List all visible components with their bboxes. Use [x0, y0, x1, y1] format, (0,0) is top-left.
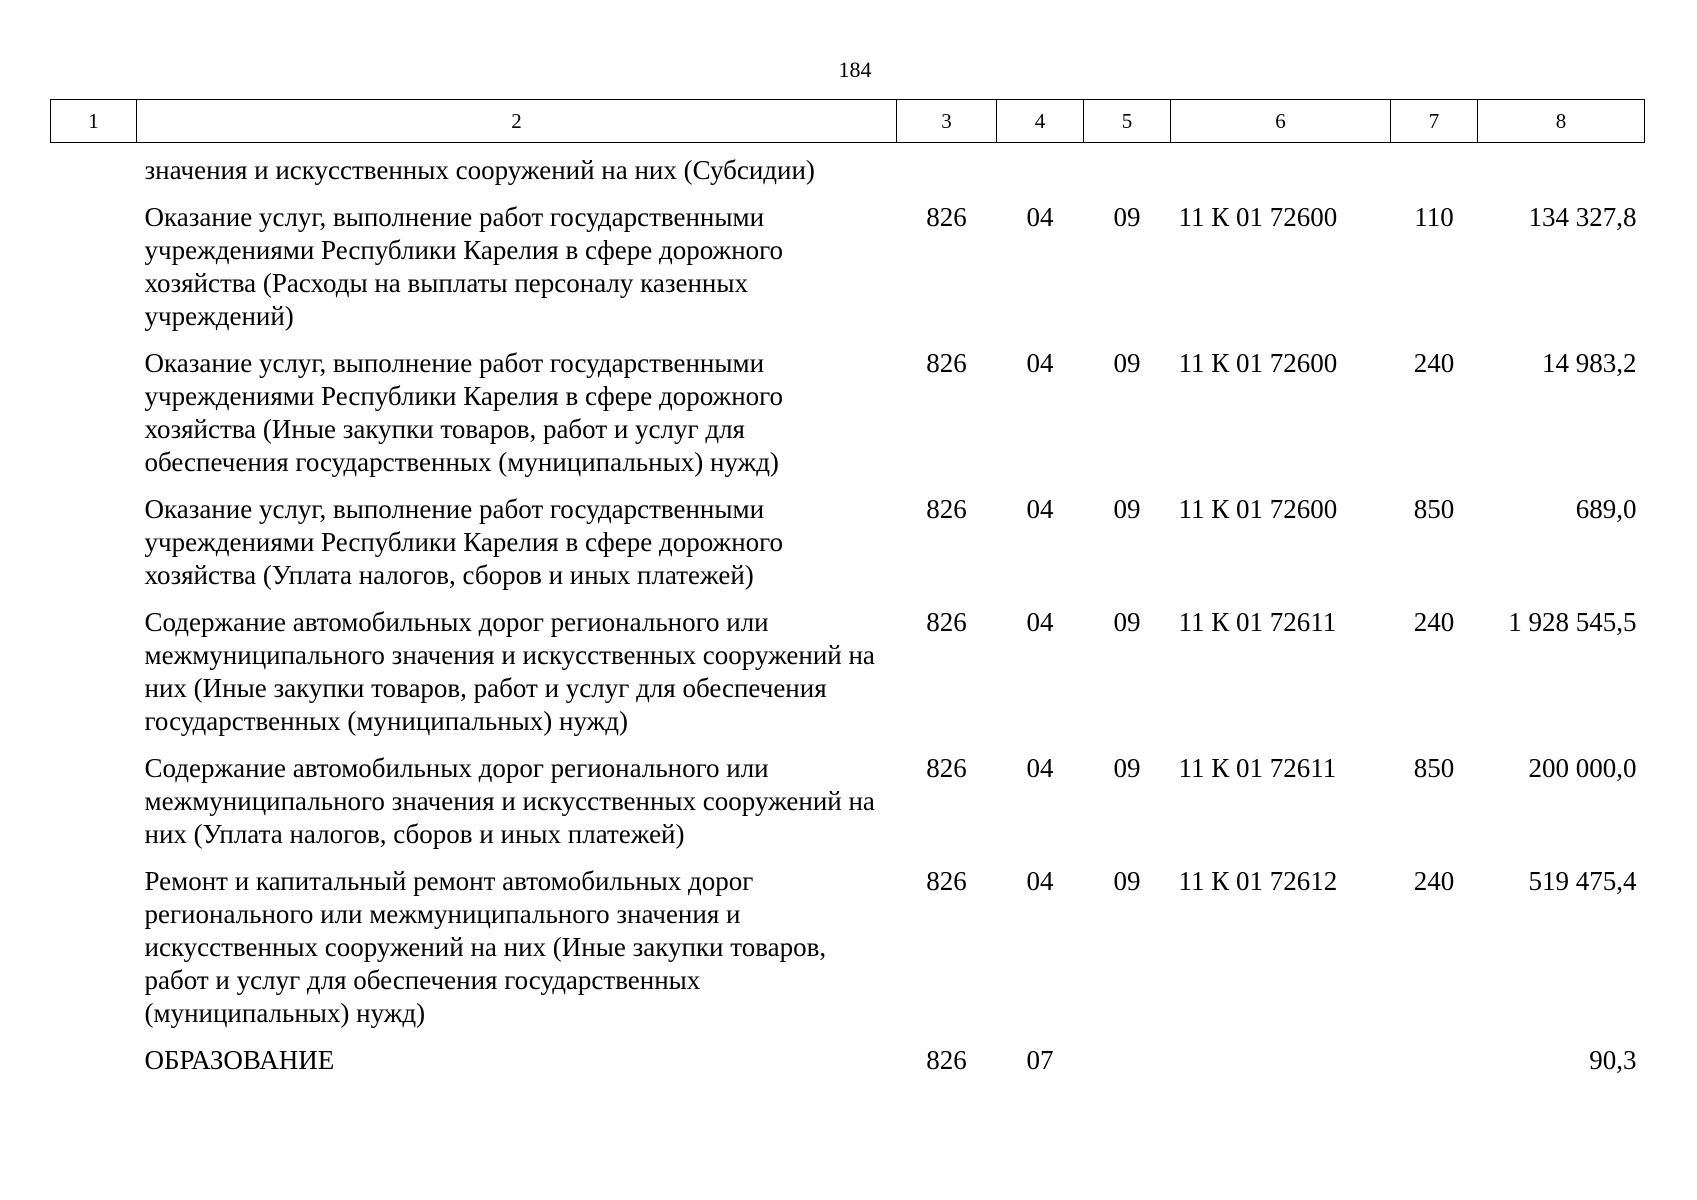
row-amount: 1 928 545,5: [1508, 607, 1637, 637]
row-name: ОБРАЗОВАНИЕ: [144, 1045, 335, 1075]
row-name: Оказание услуг, выполнение работ государственными учреждениями Республики Карелия в сфере дорожного хозяйства (Уплата налогов, сборов и иных платежей): [144, 494, 784, 590]
cell-col-1: [51, 479, 137, 592]
row-ministry: 826: [926, 753, 967, 783]
row-section: 04: [1026, 866, 1054, 896]
row-section: 04: [1026, 202, 1054, 232]
header-col-5: 5: [1084, 100, 1171, 143]
row-target: 11 К 01 72600: [1178, 348, 1338, 378]
cell-col-1: [51, 1030, 137, 1077]
row-name: Содержание автомобильных дорог регионального или межмуниципального значения и искусственных сооружений на них (Уплата налогов, сборов и иных платежей): [144, 753, 875, 849]
row-target: [1171, 1030, 1391, 1077]
budget-table: [50, 99, 1645, 1077]
row-section: 07: [1026, 1045, 1054, 1075]
row-subsection: 09: [1113, 753, 1141, 783]
table-row: [51, 851, 1645, 1030]
header-col-3: 3: [897, 100, 997, 143]
header-col-6: 6: [1171, 100, 1391, 143]
row-amount: 519 475,4: [1528, 866, 1637, 896]
row-amount: 14 983,2: [1542, 348, 1637, 378]
header-col-7: 7: [1391, 100, 1478, 143]
row-section: 04: [1026, 348, 1054, 378]
row-target: 11 К 01 72611: [1178, 607, 1337, 637]
cell-col-1: [51, 143, 137, 188]
row-amount: 200 000,0: [1528, 753, 1637, 783]
header-col-8: 8: [1478, 100, 1645, 143]
row-subsection: 09: [1113, 348, 1141, 378]
row-section: 04: [1026, 494, 1054, 524]
table-body: [51, 143, 1645, 1078]
header-col-1: 1: [51, 100, 137, 143]
row-amount: 689,0: [1575, 494, 1637, 524]
table-header: [51, 100, 1645, 143]
continuation-row: [51, 143, 1645, 188]
row-name: Оказание услуг, выполнение работ государственными учреждениями Республики Карелия в сфере дорожного хозяйства (Иные закупки товаров, работ и услуг для обеспечения государственных (муниципальных) нужд): [144, 348, 784, 477]
row-section: 04: [1026, 607, 1054, 637]
row-type: 240: [1413, 866, 1455, 896]
row-type: 850: [1413, 753, 1455, 783]
table-row: [51, 187, 1645, 333]
row-subsection: 09: [1113, 607, 1141, 637]
row-target: 11 К 01 72600: [1178, 494, 1338, 524]
row-type: 110: [1414, 202, 1454, 232]
row-subsection: 09: [1113, 494, 1141, 524]
row-name: Оказание услуг, выполнение работ государственными учреждениями Республики Карелия в сфере дорожного хозяйства (Расходы на выплаты персоналу казенных учреждений): [144, 202, 784, 331]
row-amount: 134 327,8: [1528, 202, 1637, 232]
row-name: Ремонт и капитальный ремонт автомобильных дорог регионального или межмуниципального значения и искусственных сооружений на них (Иные закупки товаров, работ и услуг для обеспечения государственных (муниципальных) нужд): [144, 866, 827, 1028]
header-col-4: 4: [997, 100, 1084, 143]
continuation-text: значения и искусственных сооружений на них (Субсидии): [144, 155, 815, 185]
table-row: [51, 333, 1645, 479]
row-target: 11 К 01 72600: [1178, 202, 1338, 232]
header-row: [51, 100, 1645, 143]
table-row: [51, 738, 1645, 851]
row-subsection: [1084, 1030, 1171, 1077]
row-target: 11 К 01 72612: [1178, 866, 1338, 896]
cell-col-1: [51, 333, 137, 479]
cell-col-1: [51, 592, 137, 738]
row-amount: 90,3: [1589, 1045, 1637, 1075]
row-ministry: 826: [926, 1045, 967, 1075]
row-name: Содержание автомобильных дорог регионального или межмуниципального значения и искусственных сооружений на них (Иные закупки товаров, работ и услуг для обеспечения государственных (муниципальных) нужд): [144, 607, 875, 736]
cell-col-1: [51, 187, 137, 333]
row-section: 04: [1026, 753, 1054, 783]
row-type: 850: [1413, 494, 1455, 524]
table-row: [51, 1030, 1645, 1077]
row-subsection: 09: [1113, 202, 1141, 232]
row-ministry: 826: [926, 866, 967, 896]
row-type: 240: [1413, 607, 1455, 637]
row-ministry: 826: [926, 494, 967, 524]
row-ministry: 826: [926, 348, 967, 378]
row-target: 11 К 01 72611: [1178, 753, 1337, 783]
header-col-2: 2: [137, 100, 897, 143]
cell-col-1: [51, 851, 137, 1030]
table-row: [51, 479, 1645, 592]
table-row: [51, 592, 1645, 738]
row-ministry: 826: [926, 607, 967, 637]
row-type: [1391, 1030, 1478, 1077]
cell-col-1: [51, 738, 137, 851]
row-subsection: 09: [1113, 866, 1141, 896]
row-type: 240: [1413, 348, 1455, 378]
page-number: 184: [838, 57, 872, 82]
row-ministry: 826: [926, 202, 967, 232]
